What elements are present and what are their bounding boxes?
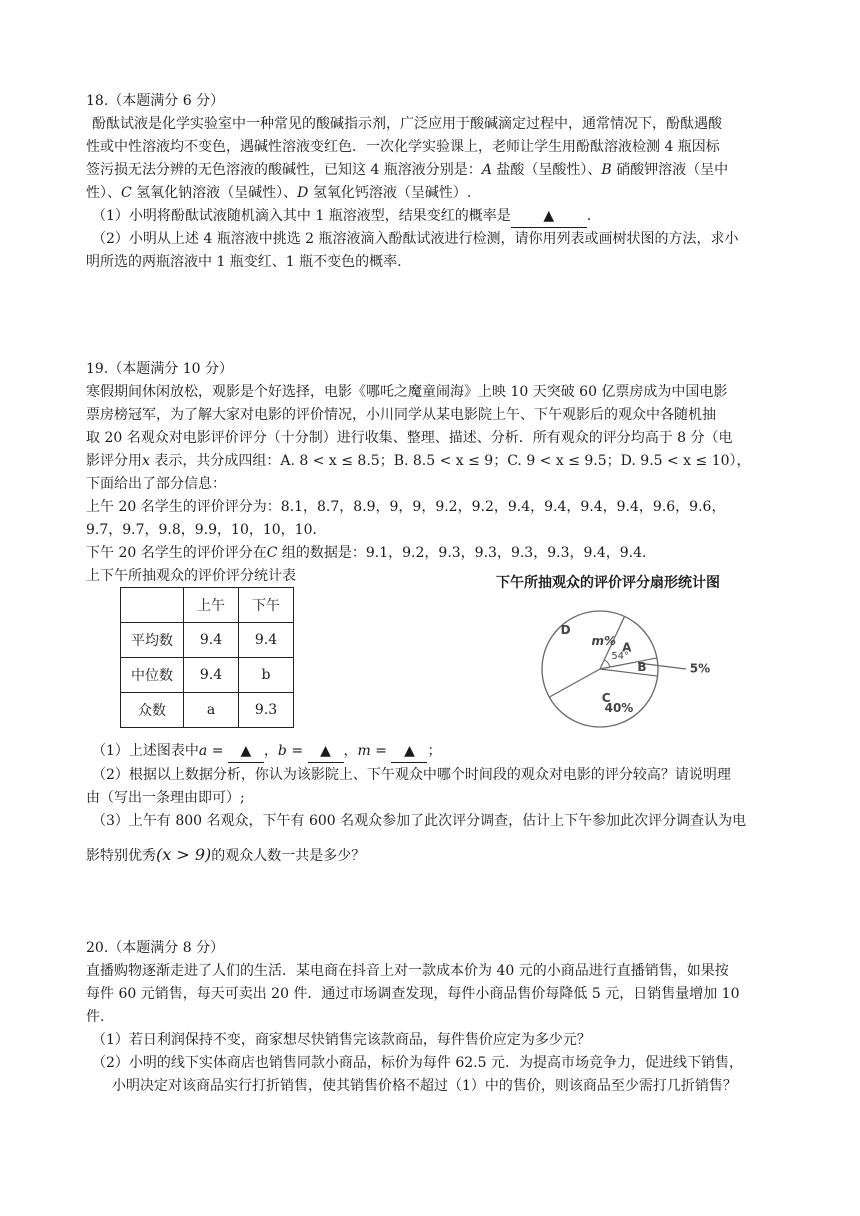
- q19-paragraph-line-1: 寒假期间休闲放松，观影是个好选择，电影《哪吒之魔童闹海》上映 10 天突破 60 亿票房成为中国电影: [86, 384, 728, 400]
- table-cell: 众数: [121, 693, 184, 728]
- pie-slice-boundary: [600, 669, 658, 676]
- q18-paragraph-line-1: 酚酞试液是化学实验室中一种常见的酸碱指示剂，广泛应用于酸碱滴定过程中，通常情况下，酚酞遇酸: [92, 116, 722, 132]
- q20-paragraph-line-2: 每件 60 元销售，每天可卖出 20 件．通过市场调查发现，每件小商品售价每降低 5 元，日销售量增加 10: [86, 986, 740, 1002]
- table-cell: 中位数: [121, 658, 184, 693]
- table-cell: b: [239, 658, 294, 693]
- q18-subquestion-1: （1）小明将酚酞试液随机滴入其中 1 瓶溶液型，结果变红的概率是 ▲ .: [92, 205, 591, 228]
- q19-morning-scores-line-2: 9.7，9.7，9.8，9.9，10，10，10．: [86, 522, 327, 538]
- q19-paragraph-line-3: 取 20 名观众对电影评价评分（十分制）进行收集、整理、描述、分析．所有观众的评分均高于 8 分（电: [86, 430, 733, 446]
- table-row: [121, 623, 294, 658]
- answer-blank-m[interactable]: ▲: [391, 740, 427, 763]
- pie-angle-label: 54°: [611, 650, 630, 662]
- answer-blank[interactable]: ▲: [511, 205, 587, 228]
- q19-table-caption: 上下午所抽观众的评价评分统计表: [86, 568, 296, 584]
- pie-percent-label-b: 5%: [689, 661, 711, 676]
- pie-slice-boundary: [549, 669, 600, 697]
- pie-slice-label-c: C: [601, 690, 611, 705]
- q19-subquestion-2-line-2: 由（写出一条理由即可）;: [86, 790, 245, 806]
- answer-blank-a[interactable]: ▲: [228, 740, 264, 763]
- q19-subquestion-3-line-1: （3）上午有 800 名观众，下午有 600 名观众参加了此次评分调查，估计上下午参加此次评分调查认为电: [92, 813, 747, 829]
- q18-paragraph-line-4: 性）、C 氢氧化钠溶液（呈碱性）、D 氢氧化钙溶液（呈碱性）.: [86, 185, 472, 201]
- q20-header: 20.（本题满分 8 分）: [86, 940, 225, 956]
- table-cell: 下午: [239, 588, 294, 623]
- table-row: [121, 693, 294, 728]
- table-cell: a: [184, 693, 239, 728]
- table-cell: 9.3: [239, 693, 294, 728]
- pie-slice-label-a: A: [622, 640, 632, 655]
- q18-paragraph-line-3: 签污损无法分辨的无色溶液的酸碱性，已知这 4 瓶溶液分别是：A 盐酸（呈酸性）、B 硝酸钾溶液（呈中: [86, 162, 729, 178]
- q18-header: 18.（本题满分 6 分）: [86, 93, 225, 109]
- q18-paragraph-line-2: 性或中性溶液均不变色，遇碱性溶液变红色．一次化学实验课上，老师让学生用酚酞溶液检测 4 瓶因标: [86, 139, 720, 155]
- q20-paragraph-line-1: 直播购物逐渐走进了人们的生活．某电商在抖音上对一款成本价为 40 元的小商品进行直播销售，如果按: [86, 963, 729, 979]
- table-cell: 9.4: [184, 658, 239, 693]
- pie-slice-label-d: D: [560, 622, 571, 637]
- answer-blank-b[interactable]: ▲: [308, 740, 344, 763]
- q19-paragraph-line-2: 票房榜冠军，为了解大家对电影的评价情况，小川同学从某电影院上午、下午观影后的观众中各随机抽: [86, 407, 716, 423]
- q20-subquestion-2-line-2: 小明决定对该商品实行打折销售，使其销售价格不超过（1）中的售价，则该商品至少需打几折销售？: [112, 1078, 737, 1094]
- table-cell: 9.4: [184, 623, 239, 658]
- q19-subquestion-1: （1）上述图表中a = ▲ ，b = ▲ ，m = ▲ ；: [92, 740, 441, 763]
- pie-percent-label-c: 40%: [604, 701, 634, 716]
- pie-chart: [520, 594, 740, 744]
- table-header-row: [121, 588, 294, 623]
- q19-subquestion-3-line-2: 影特别优秀(x > 9)的观众人数一共是多少？: [86, 845, 366, 864]
- table-cell: 9.4: [239, 623, 294, 658]
- pie-percent-label-d: m%: [591, 633, 617, 648]
- statistics-table: [120, 587, 294, 728]
- pie-chart-title: 下午所抽观众的评价评分扇形统计图: [496, 575, 720, 591]
- table-cell: 平均数: [121, 623, 184, 658]
- q19-afternoon-c-group: 下午 20 名学生的评价评分在C 组的数据是：9.1，9.2，9.3，9.3，9.3，9.3，9.4，9.4．: [86, 545, 657, 561]
- q19-header: 19.（本题满分 10 分）: [86, 361, 233, 377]
- table-cell: 上午: [184, 588, 239, 623]
- q20-subquestion-2-line-1: （2）小明的线下实体商店也销售同款小商品，标价为每件 62.5 元．为提高市场竞争力，促进线下销售，: [92, 1055, 743, 1071]
- table-row: [121, 658, 294, 693]
- q19-paragraph-line-5: 下面给出了部分信息：: [86, 476, 226, 492]
- q18-subquestion-2-line-1: （2）小明从上述 4 瓶溶液中挑选 2 瓶溶液滴入酚酞试液进行检测，请你用列表或画树状图的方法，求小: [92, 231, 739, 247]
- q20-subquestion-1: （1）若日利润保持不变，商家想尽快销售完该款商品，每件售价应定为多少元？: [92, 1032, 591, 1048]
- q18-subquestion-2-line-2: 明所选的两瓶溶液中 1 瓶变红、1 瓶不变色的概率.: [86, 254, 402, 270]
- q19-morning-scores-line-1: 上午 20 名学生的评价评分为：8.1，8.7，8.9，9，9，9.2，9.2，9.4，9.4，9.4，9.4，9.6，9.6，: [86, 499, 726, 515]
- q19-subquestion-2-line-1: （2）根据以上数据分析，你认为该影院上、下午观众中哪个时间段的观众对电影的评分较高？请说明理: [92, 767, 731, 783]
- angle-mark: [604, 660, 610, 667]
- q19-paragraph-line-4: 影评分用x 表示，共分成四组：A. 8 < x ≤ 8.5；B. 8.5 < x ≤ 9；C. 9 < x ≤ 9.5；D. 9.5 < x ≤ 10），: [86, 453, 751, 469]
- pie-slice-label-b: B: [637, 660, 647, 675]
- q20-paragraph-line-3: 件.: [86, 1009, 105, 1025]
- table-cell: [121, 588, 184, 623]
